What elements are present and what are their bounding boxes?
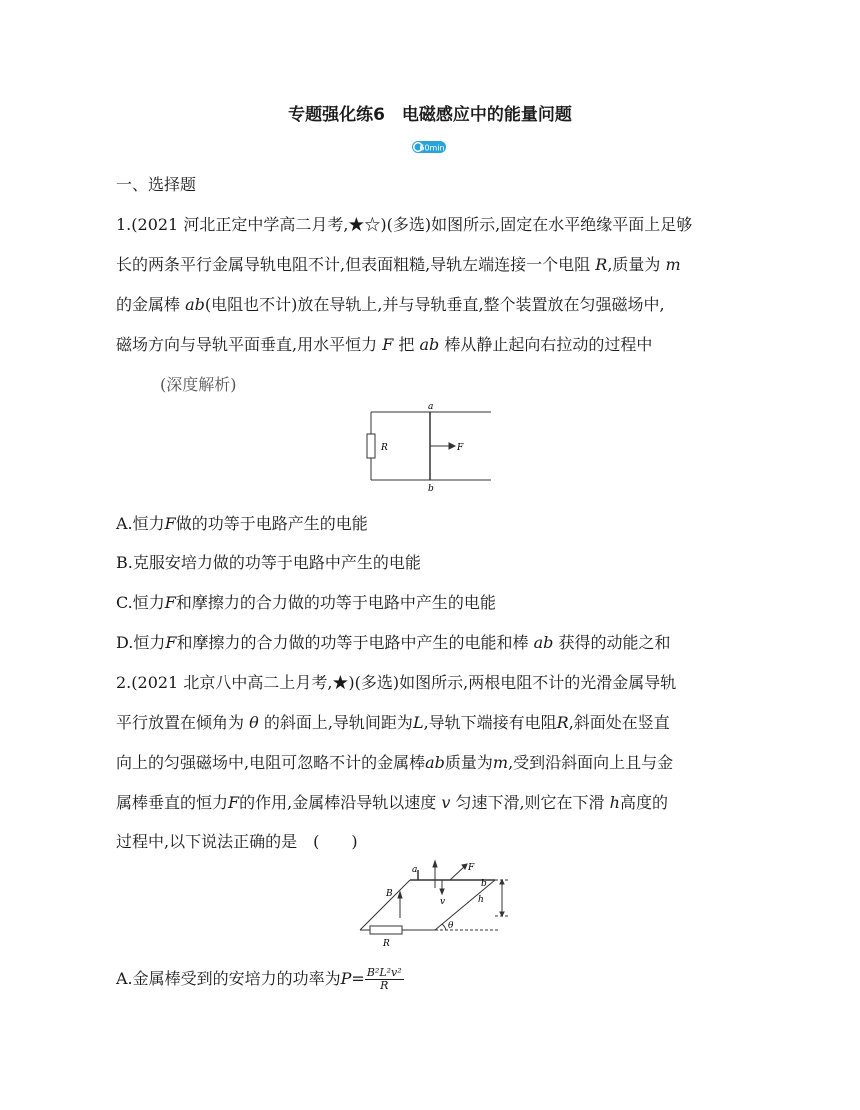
q1-line-2: 长的两条平行金属导轨电阻不计,但表面粗糙,导轨左端连接一个电阻 R,质量为 m	[116, 255, 681, 274]
svg-text:R: R	[381, 443, 388, 453]
page-title: 专题强化练6 电磁感应中的能量问题	[288, 105, 572, 125]
q2-line-3: 向上的匀强磁场中,电阻可忽略不计的金属棒ab质量为m,受到沿斜面向上且与金	[116, 753, 674, 772]
q1-option-b: B.克服安培力做的功等于电路中产生的电能	[116, 553, 421, 572]
svg-text:F: F	[457, 443, 464, 453]
q1-circuit-figure	[355, 400, 495, 492]
svg-text:b: b	[428, 484, 434, 492]
timer-label: 60min	[419, 143, 445, 153]
svg-text:h: h	[478, 895, 484, 905]
difficulty-star-icon: ★	[332, 673, 349, 692]
svg-text:b: b	[481, 879, 487, 889]
q1-option-d: D.恒力F和摩擦力的合力做的功等于电路中产生的电能和棒 ab 获得的动能之和	[116, 633, 671, 652]
q1-option-a: A.恒力F做的功等于电路产生的电能	[116, 514, 368, 533]
q2-line-1: 2.(2021 北京八中高二上月考,★)(多选)如图所示,两根电阻不计的光滑金属导轨	[116, 673, 677, 692]
power-fraction: $\frac{\text{B²L²v²}}{R}$	[366, 966, 402, 992]
q2-line-4: 属棒垂直的恒力F的作用,金属棒沿导轨以速度 v 匀速下滑,则它在下滑 h高度的	[116, 793, 668, 812]
q2-incline-figure	[350, 858, 515, 950]
q1-line-1: 1.(2021 河北正定中学高二月考,★☆)(多选)如图所示,固定在水平绝缘平面上足够	[116, 215, 693, 234]
q2-option-a: A.金属棒受到的安培力的功率为P= $\frac{\text{B²L²v²}}{R}$	[116, 966, 402, 992]
svg-text:B: B	[386, 889, 393, 899]
difficulty-star-icon: ★☆	[348, 215, 381, 234]
svg-text:R: R	[383, 939, 390, 949]
svg-text:a: a	[428, 402, 434, 412]
q1-option-c: C.恒力F和摩擦力的合力做的功等于电路中产生的电能	[116, 593, 496, 612]
q1-line-4: 磁场方向与导轨平面垂直,用水平恒力 F 把 ab 棒从静止起向右拉动的过程中	[116, 335, 653, 354]
timer-badge	[412, 140, 446, 154]
section-heading: 一、选择题	[116, 175, 197, 194]
svg-text:v: v	[440, 897, 446, 907]
svg-text:a: a	[412, 865, 418, 875]
q2-line-2: 平行放置在倾角为 θ 的斜面上,导轨间距为L,导轨下端接有电阻R,斜面处在竖直	[116, 713, 670, 732]
q1-note: (深度解析)	[160, 375, 237, 394]
svg-text:F: F	[468, 863, 475, 873]
q2-line-5: 过程中,以下说法正确的是 ( )	[116, 832, 358, 851]
q1-line-3: 的金属棒 ab(电阻也不计)放在导轨上,并与导轨垂直,整个装置放在匀强磁场中,	[116, 295, 665, 314]
svg-text:θ: θ	[448, 921, 454, 931]
